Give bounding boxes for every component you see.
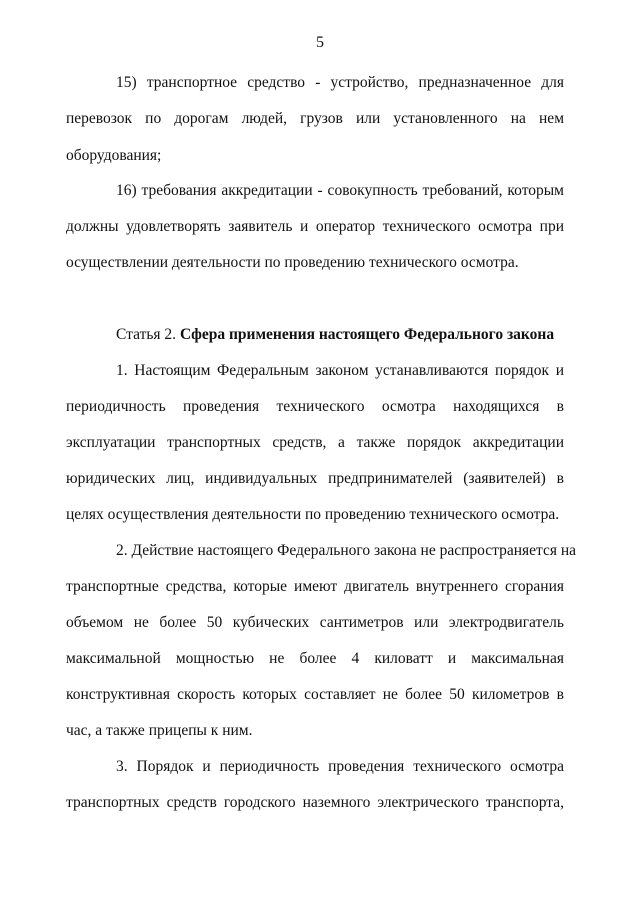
para-1-line-1: 1. Настоящим Федеральным законом устанавливаются порядок и — [116, 362, 564, 379]
para-2-line-1: 2. Действие настоящего Федерального закона не распространяется на — [116, 542, 577, 559]
para-2-line-2: транспортные средства, которые имеют двигатель внутреннего сгорания — [66, 578, 564, 595]
page-number: 5 — [316, 34, 324, 51]
article-title: Сфера применения настоящего Федерального закона — [179, 326, 555, 343]
item-16-line-3: осуществлении деятельности по проведению технического осмотра. — [66, 254, 519, 271]
para-1-line-5: целях осуществления деятельности по проведению технического осмотра. — [66, 506, 560, 523]
item-16-line-2: должны удовлетворять заявитель и оператор технического осмотра при — [66, 218, 564, 235]
para-2-line-4: максимальной мощностью не более 4 киловатт и максимальная — [66, 650, 564, 667]
para-3-line-1: 3. Порядок и периодичность проведения технического осмотра — [116, 758, 564, 775]
para-2-line-6: час, а также прицепы к ним. — [66, 722, 253, 739]
article-prefix: Статья 2. — [116, 326, 180, 343]
item-15-line-1: 15) транспортное средство - устройство, предназначенное для — [116, 74, 564, 91]
article-heading — [116, 325, 564, 345]
para-2-line-5: конструктивная скорость которых составляет не более 50 километров в — [66, 686, 564, 703]
para-1-line-3: эксплуатации транспортных средств, а также порядок аккредитации — [66, 434, 564, 451]
para-1-line-2: периодичность проведения технического осмотра находящихся в — [66, 398, 564, 415]
para-3-line-2: транспортных средств городского наземного электрического транспорта, — [66, 794, 564, 811]
item-15-line-2: перевозок по дорогам людей, грузов или установленного на нем — [66, 110, 564, 127]
item-16-line-1: 16) требования аккредитации - совокупность требований, которым — [116, 182, 564, 199]
para-1-line-4: юридических лиц, индивидуальных предпринимателей (заявителей) в — [66, 470, 564, 487]
item-15-line-3: оборудования; — [66, 147, 162, 164]
para-2-line-3: объемом не более 50 кубических сантиметров или электродвигатель — [66, 614, 564, 631]
